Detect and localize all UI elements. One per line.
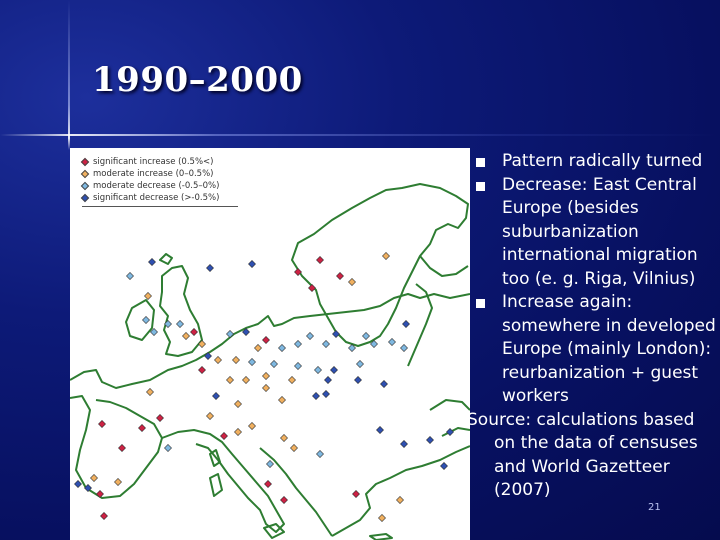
city-marker bbox=[264, 480, 271, 487]
bullet-item bbox=[466, 174, 718, 292]
marker-icon bbox=[81, 194, 89, 202]
city-marker bbox=[90, 474, 97, 481]
city-marker bbox=[378, 514, 385, 521]
city-marker bbox=[190, 328, 197, 335]
city-marker bbox=[156, 414, 163, 421]
marker-icon bbox=[81, 158, 89, 166]
city-marker bbox=[242, 376, 249, 383]
city-marker bbox=[144, 292, 151, 299]
bullet-item bbox=[466, 291, 718, 409]
city-marker bbox=[354, 376, 361, 383]
square-bullet-icon bbox=[476, 182, 485, 191]
city-marker bbox=[322, 340, 329, 347]
north-islands-outline bbox=[160, 254, 172, 264]
city-marker bbox=[330, 366, 337, 373]
finland-outline bbox=[408, 256, 468, 366]
bullet-text: Increase again: somewhere in developed Europe (mainly London): reurbanization + guest workers bbox=[502, 292, 716, 406]
bullet-text: Decrease: East Central Europe (besides suburbanization international migration too (e. g. Riga, Vilnius) bbox=[502, 174, 698, 289]
decorative-horizontal-line bbox=[0, 134, 720, 136]
city-marker bbox=[440, 462, 447, 469]
city-marker bbox=[138, 424, 145, 431]
marker-icon bbox=[81, 170, 89, 178]
city-marker bbox=[362, 332, 369, 339]
city-marker bbox=[400, 440, 407, 447]
map-legend bbox=[82, 156, 238, 207]
city-marker bbox=[100, 512, 107, 519]
square-bullet-icon bbox=[476, 299, 485, 308]
city-marker bbox=[426, 436, 433, 443]
legend-label: moderate decrease (-0.5–0%) bbox=[93, 181, 220, 191]
city-marker bbox=[396, 496, 403, 503]
city-marker bbox=[382, 252, 389, 259]
city-marker bbox=[96, 490, 103, 497]
city-marker bbox=[316, 256, 323, 263]
city-marker bbox=[376, 426, 383, 433]
city-marker bbox=[142, 316, 149, 323]
legend-label: significant decrease (>-0.5%) bbox=[93, 193, 220, 203]
city-marker bbox=[226, 376, 233, 383]
legend-item bbox=[82, 168, 238, 180]
decorative-vertical-line bbox=[68, 0, 70, 150]
city-marker bbox=[402, 320, 409, 327]
slide-body bbox=[466, 150, 718, 503]
britain-outline bbox=[160, 266, 202, 356]
city-marker bbox=[352, 490, 359, 497]
city-marker bbox=[248, 358, 255, 365]
italy-outline bbox=[162, 430, 284, 532]
city-marker bbox=[324, 376, 331, 383]
city-marker bbox=[198, 366, 205, 373]
city-marker bbox=[206, 264, 213, 271]
europe-map bbox=[70, 148, 470, 540]
city-marker bbox=[214, 356, 221, 363]
city-marker bbox=[270, 360, 277, 367]
legend-item bbox=[82, 156, 238, 168]
balkans-outline bbox=[260, 446, 470, 536]
city-marker bbox=[294, 340, 301, 347]
city-marker bbox=[118, 444, 125, 451]
city-marker bbox=[266, 460, 273, 467]
aegean-islands-outline bbox=[370, 534, 392, 540]
city-marker bbox=[126, 272, 133, 279]
legend-item bbox=[82, 180, 238, 192]
city-marker bbox=[380, 380, 387, 387]
city-marker bbox=[356, 360, 363, 367]
bullet-text: Pattern radically turned bbox=[502, 151, 703, 171]
city-marker bbox=[280, 496, 287, 503]
city-marker bbox=[206, 412, 213, 419]
city-marker bbox=[248, 260, 255, 267]
city-marker bbox=[74, 480, 81, 487]
city-marker bbox=[278, 344, 285, 351]
marker-icon bbox=[81, 182, 89, 190]
bullet-item bbox=[466, 150, 718, 174]
city-marker bbox=[254, 344, 261, 351]
city-marker bbox=[262, 384, 269, 391]
slide-title: 1990–2000 bbox=[92, 60, 303, 100]
city-marker bbox=[248, 422, 255, 429]
city-marker bbox=[316, 450, 323, 457]
legend-label: significant increase (0.5%<) bbox=[93, 157, 214, 167]
city-marker bbox=[322, 390, 329, 397]
legend-item bbox=[82, 192, 238, 204]
city-marker bbox=[446, 428, 453, 435]
source-note: Source: calculations based on the data of censuses and World Gazetteer (2007) bbox=[467, 409, 698, 500]
city-marker bbox=[388, 338, 395, 345]
continent-outline bbox=[70, 294, 470, 388]
city-marker bbox=[308, 284, 315, 291]
city-marker bbox=[98, 420, 105, 427]
city-marker bbox=[294, 362, 301, 369]
city-marker bbox=[306, 332, 313, 339]
city-marker bbox=[148, 258, 155, 265]
city-marker bbox=[212, 392, 219, 399]
city-marker bbox=[182, 332, 189, 339]
city-marker bbox=[312, 392, 319, 399]
city-marker bbox=[290, 444, 297, 451]
city-marker bbox=[262, 336, 269, 343]
city-marker bbox=[332, 330, 339, 337]
city-marker bbox=[114, 478, 121, 485]
city-marker bbox=[234, 400, 241, 407]
legend-label: moderate increase (0–0.5%) bbox=[93, 169, 214, 179]
city-marker bbox=[146, 388, 153, 395]
city-marker bbox=[288, 376, 295, 383]
city-marker bbox=[176, 320, 183, 327]
legend-divider bbox=[82, 206, 238, 207]
city-marker bbox=[280, 434, 287, 441]
city-marker bbox=[348, 278, 355, 285]
city-marker bbox=[164, 444, 171, 451]
city-marker bbox=[314, 366, 321, 373]
city-marker bbox=[232, 356, 239, 363]
city-marker bbox=[278, 396, 285, 403]
city-marker bbox=[336, 272, 343, 279]
city-marker bbox=[400, 344, 407, 351]
scandinavia-outline bbox=[292, 184, 468, 346]
city-marker bbox=[262, 372, 269, 379]
city-marker bbox=[234, 428, 241, 435]
square-bullet-icon bbox=[476, 158, 485, 167]
city-marker bbox=[220, 432, 227, 439]
slide-number: 21 bbox=[648, 502, 661, 513]
